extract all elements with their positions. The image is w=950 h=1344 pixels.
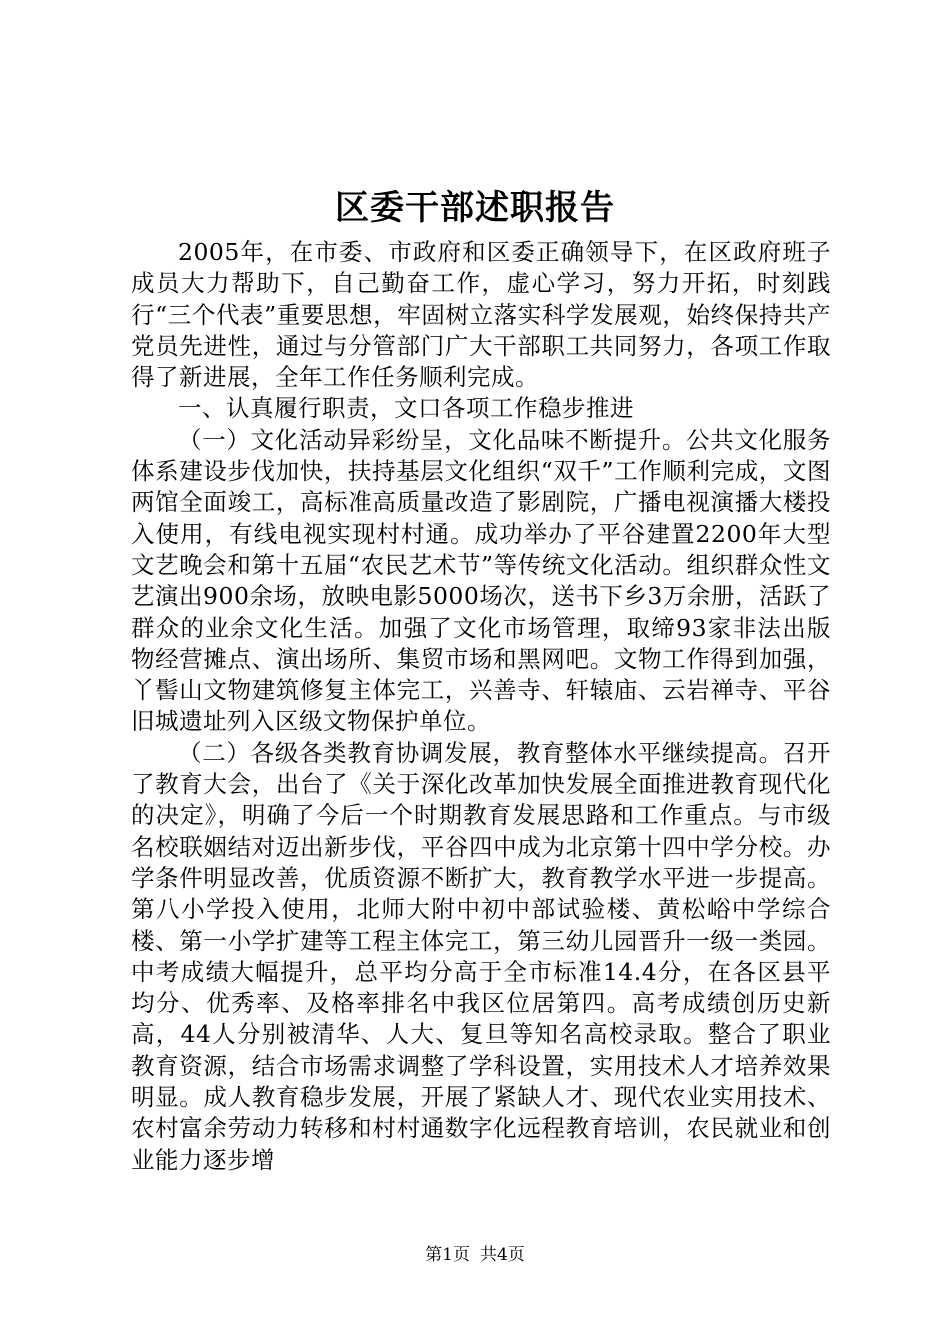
page-footer (0, 1244, 950, 1266)
document-body (131, 237, 831, 1176)
paragraph-intro: 2005年，在市委、市政府和区委正确领导下，在区政府班子成员大力帮助下，自己勤奋工作，虚心学习，努力开拓，时刻践行“三个代表”重要思想，牢固树立落实科学发展观，始终保持共产党员先进性，通过与分管部门广大干部职工共同努力，各项工作取得了新进展，全年工作任务顺利完成。 (131, 238, 831, 392)
page-total: 共4页 (480, 1245, 525, 1265)
paragraph-culture: （一）文化活动异彩纷呈，文化品味不断提升。公共文化服务体系建设步伐加快，扶持基层文化组织“双千”工作顺利完成，文图两馆全面竣工，高标准高质量改造了影剧院，广播电视演播大楼投入使用，有线电视实现村村通。成功举办了平谷建置2200年大型文艺晚会和第十五届“农民艺术节”等传统文化活动。组织群众性文艺演出900余场，放映电影5000场次，送书下乡3万余册，活跃了群众的业余文化生活。加强了文化市场管理，取缔93家非法出版物经营摊点、演出场所、集贸市场和黑网吧。文物工作得到加强，丫髻山文物建筑修复主体完工，兴善寺、轩辕庙、云岩禅寺、平谷旧城遗址列入区级文物保护单位。 (131, 425, 831, 736)
section-heading-1: 一、认真履行职责，文口各项工作稳步推进 (178, 394, 634, 423)
page-number: 第1页 (425, 1245, 470, 1265)
document-title: 区委干部述职报告 (335, 188, 615, 228)
paragraph-education: （二）各级各类教育协调发展，教育整体水平继续提高。召开了教育大会，出台了《关于深化改革加快发展全面推进教育现代化的决定》，明确了今后一个时期教育发展思路和工作重点。与市级名校联姻结对迈出新步伐，平谷四中成为北京第十四中学分校。办学条件明显改善，优质资源不断扩大，教育教学水平进一步提高。第八小学投入使用，北师大附中初中部试验楼、黄松峪中学综合楼、第一小学扩建等工程主体完工，第三幼儿园晋升一级一类园。中考成绩大幅提升，总平均分高于全市标准14.4分，在各区县平均分、优秀率、及格率排名中我区位居第四。高考成绩创历史新高，44人分别被清华、人大、复旦等知名高校录取。整合了职业教育资源，结合市场需求调整了学科设置，实用技术人才培养效果明显。成人教育稳步发展，开展了紧缺人才、现代农业实用技术、农村富余劳动力转移和村村通数字化远程教育培训，农民就业和创业能力逐步增 (131, 738, 831, 1174)
